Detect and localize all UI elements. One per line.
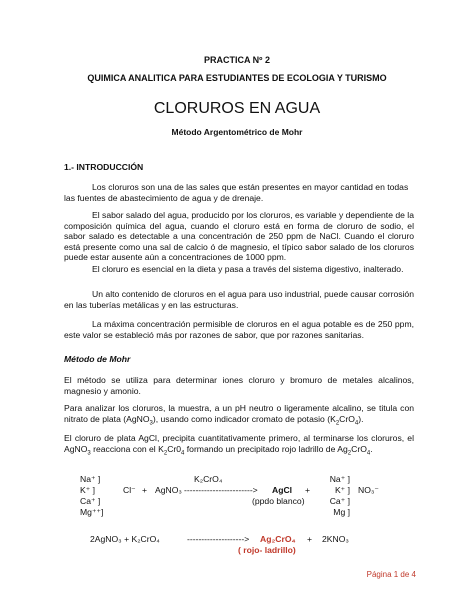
paragraph-intro-3: El cloruro es esencial en la dieta y pasa a través del sistema digestivo, inalterado.: [92, 264, 404, 274]
chloride-ion: Cl⁻: [123, 485, 136, 495]
cation-left: Ca⁺ ]: [80, 496, 101, 506]
text-fragment: ).: [358, 413, 364, 424]
plus-sign: +: [305, 485, 311, 495]
document-subtitle: Método Argentométrico de Mohr: [171, 127, 303, 137]
paragraph-intro-2: El sabor salado del agua, producido por los cloruros, es variable y dependiente de la composición química del agua, cuando el cloruro está en forma de cloruro de sodio, el sabor salado es detectable a una concentración de 250 ppm de NaCl. Cuando el cloruro está presente como una sal de calcio ó de magnesio, el típico sabor salado de los cloruros puede estar ausente aún a concentraciones de 1000 ppm.: [64, 210, 414, 263]
paragraph-intro-4: Un alto contenido de cloruros en el agua para uso industrial, puede causar corrosión en las tuberías metálicas y en las estructuras.: [64, 289, 414, 310]
text-fragment: CrO: [351, 443, 367, 454]
plus-sign: +: [142, 485, 148, 495]
reagent-label: K₂CrO₄: [194, 474, 223, 484]
cations-left-list: [80, 474, 103, 518]
cation-right: Mg ]: [333, 507, 350, 517]
reaction2-arrow: -------------------->: [187, 534, 250, 544]
cation-left: Na⁺ ]: [80, 474, 101, 484]
section-heading-mohr: Método de Mohr: [64, 354, 131, 364]
paragraph-mohr-3: El cloruro de plata AgCl, precipita cuantitativamente primero, al terminarse los cloruros, el AgNO$_3$ reacciona con el $K_2Cr0_4$ formando un precipitado rojo ladrillo de $Ag_2CrO_4$.: [64, 433, 414, 457]
course-title: QUIMICA ANALITICA PARA ESTUDIANTES DE ECOLOGIA Y TURISMO: [87, 73, 387, 83]
text-fragment: Para analizar los cloruros, la muestra, a un pH neutro o ligeramente alcalino, se titula con nitrato de plata (AgNO: [64, 403, 414, 424]
reaction2-product: Ag₂CrO₄: [260, 534, 296, 544]
paragraph-mohr-2: Para analizar los cloruros, la muestra, a un pH neutro o ligeramente alcalino, se titula con nitrato de plata (AgNO$_3$), usando como indicador cromato de potasio $(K_2CrO_4)$.: [64, 403, 414, 427]
cation-left: K⁺ ]: [80, 485, 96, 495]
cation-left: Mg⁺⁺]: [80, 507, 104, 517]
text-fragment: .: [370, 443, 373, 454]
paragraph-intro-1: Los cloruros son una de las sales que están presentes en mayor cantidad en todas las fuentes de abastecimiento de agua y de drenaje.: [64, 182, 409, 203]
reaction2-reactants: 2AgNO₃ + K₂CrO₄: [90, 534, 160, 544]
potassium-nitrate: 2KNO₃: [322, 534, 349, 544]
practice-number: PRACTICA Nº 2: [204, 55, 270, 65]
document-title: CLORUROS EN AGUA: [153, 100, 321, 117]
cation-right: K⁺ ]: [334, 485, 350, 495]
section-heading-introduction: 1.- INTRODUCCIÓN: [64, 162, 144, 172]
text-fragment: El cloruro de plata AgCl, precipita cuantitativamente primero, al terminarse los cloruros, el AgNO: [64, 433, 414, 454]
page-number: Página 1 de 4: [366, 570, 416, 579]
product-agcl: AgCl: [272, 485, 293, 495]
reaction-arrow: ------------------------>: [184, 485, 258, 495]
text-fragment: reacciona con el K: [90, 443, 164, 454]
text-fragment: Cr0: [167, 443, 182, 454]
paragraph-mohr-1: El método se utiliza para determinar iones cloruro y bromuro de metales alcalinos, magnesio y amonio.: [64, 375, 414, 396]
text-fragment: ), usando como indicador cromato de potasio (K: [152, 413, 336, 424]
cation-right: Na⁺ ]: [329, 474, 350, 484]
product-note: (ppdo blanco): [252, 496, 305, 506]
text-fragment: formando un precipitado rojo ladrillo de Ag: [184, 443, 348, 454]
plus-sign: +: [307, 534, 313, 544]
silver-nitrate: AgNO₃: [155, 485, 182, 495]
text-fragment: CrO: [339, 413, 355, 424]
cations-right-list: [324, 474, 350, 518]
nitrate-ion: NO₃⁻: [358, 485, 379, 495]
reaction2-note: ( rojo- ladrillo): [238, 545, 296, 555]
cation-right: Ca⁺ ]: [329, 496, 350, 506]
paragraph-intro-5: La máxima concentración permisible de cloruros en el agua potable es de 250 ppm, este valor se estableció más por razones de sabor, que por razones sanitarias.: [64, 319, 414, 340]
